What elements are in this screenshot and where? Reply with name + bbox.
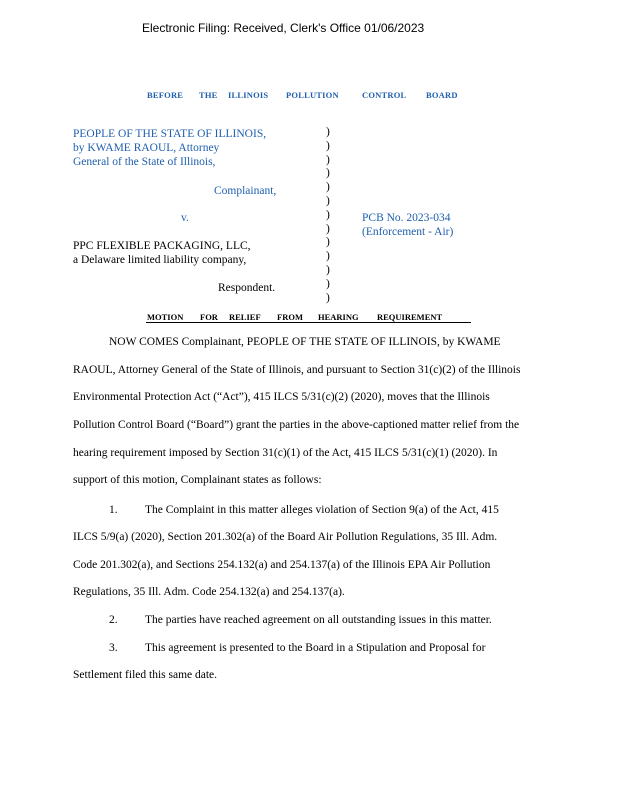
paragraph-line: RAOUL, Attorney General of the State of Illinois, and pursuant to Section 31(c)(2) of the Illinois (73, 364, 521, 376)
heading-word: POLLUTION (286, 90, 339, 100)
paragraph-line: ILCS 5/9(a) (2020), Section 201.302(a) of the Board Air Pollution Regulations, 35 Ill. Adm. (73, 531, 498, 543)
heading-word: CONTROL (362, 90, 407, 100)
respondent-line: PPC FLEXIBLE PACKAGING, LLC, (73, 240, 251, 252)
plaintiff-line: by KWAME RAOUL, Attorney (73, 142, 220, 154)
plaintiff-line: PEOPLE OF THE STATE OF ILLINOIS, (73, 128, 267, 140)
paren: ) (326, 181, 330, 194)
paren: ) (326, 208, 330, 221)
paren: ) (326, 139, 330, 152)
complainant-label: Complainant, (214, 185, 277, 197)
title-word: REQUIREMENT (377, 312, 443, 322)
heading-word: ILLINOIS (228, 90, 269, 100)
respondent-label: Respondent. (218, 282, 276, 294)
paren: ) (326, 167, 330, 180)
paragraph-line: This agreement is presented to the Board in a Stipulation and Proposal for (145, 642, 486, 654)
paragraph-line: NOW COMES Complainant, PEOPLE OF THE STATE OF ILLINOIS, by KWAME (109, 336, 501, 348)
paren: ) (326, 194, 330, 207)
respondent-line: a Delaware limited liability company, (73, 254, 247, 266)
title-word: FOR (200, 312, 218, 322)
title-underline (146, 322, 471, 323)
case-type: (Enforcement - Air) (362, 226, 454, 238)
versus-label: v. (181, 212, 189, 224)
paragraph-line: Regulations, 35 Ill. Adm. Code 254.132(a) and 254.137(a). (73, 586, 345, 598)
paren: ) (326, 126, 330, 138)
item-number: 2. (109, 614, 118, 626)
heading-word: BEFORE (147, 90, 184, 100)
title-word: RELIEF (229, 312, 261, 322)
paragraph-line: The Complaint in this matter alleges violation of Section 9(a) of the Act, 415 (145, 504, 499, 516)
heading-word: BOARD (426, 90, 458, 100)
paren: ) (326, 250, 330, 263)
title-word: FROM (277, 312, 303, 322)
case-number: PCB No. 2023-034 (362, 212, 451, 224)
paragraph-line: Settlement filed this same date. (73, 669, 218, 681)
paragraph-line: Pollution Control Board (“Board”) grant the parties in the above-captioned matter relief from the (73, 419, 520, 431)
paragraph-line: The parties have reached agreement on all outstanding issues in this matter. (145, 614, 492, 626)
paragraph-line: hearing requirement imposed by Section 31(c)(1) of the Act, 415 ILCS 5/31(c)(1) (2020). In (73, 447, 498, 459)
heading-word: THE (199, 90, 218, 100)
paren: ) (326, 236, 330, 249)
title-word: HEARING (318, 312, 359, 322)
paren: ) (326, 263, 330, 276)
item-number: 1. (109, 504, 118, 516)
paragraph-line: Code 201.302(a), and Sections 254.132(a) and 254.137(a) of the Illinois EPA Air Pollution (73, 559, 491, 571)
plaintiff-line: General of the State of Illinois, (73, 156, 216, 168)
paren: ) (326, 291, 330, 304)
paren: ) (326, 277, 330, 290)
filing-stamp: Electronic Filing: Received, Clerk's Office 01/06/2023 (142, 21, 425, 35)
paren: ) (326, 222, 330, 235)
caption-paren-column (326, 126, 330, 305)
paren: ) (326, 153, 330, 166)
paragraph-line: support of this motion, Complainant states as follows: (73, 474, 322, 486)
paragraph-line: Environmental Protection Act (“Act”), 415 ILCS 5/31(c)(2) (2020), moves that the Illinois (73, 391, 490, 403)
title-word: MOTION (147, 312, 184, 322)
item-number: 3. (109, 642, 118, 654)
